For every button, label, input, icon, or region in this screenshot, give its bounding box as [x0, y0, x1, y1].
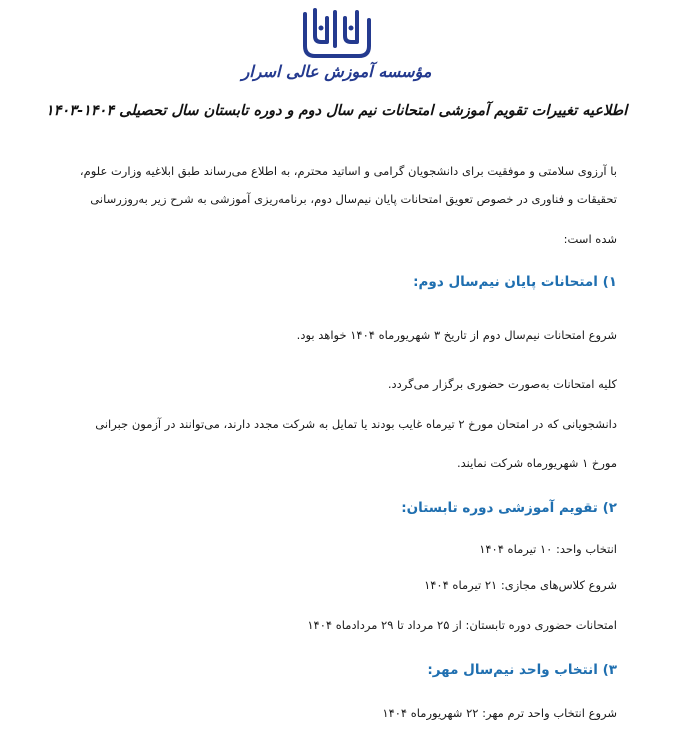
section-3-registration: شروع انتخاب واحد ترم مهر: ۲۲ شهریورماه ۱۴۰۴ [382, 706, 617, 720]
section-1-heading: ۱) امتحانات پایان نیم‌سال دوم: [413, 274, 617, 290]
institute-name: مؤسسه آموزش عالی اسرار [241, 62, 432, 81]
section-2-exams: امتحانات حضوری دوره تابستان: از ۲۵ مرداد تا ۲۹ مردادماه ۱۴۰۴ [307, 618, 617, 632]
intro-line-2: تحقیقات و فناوری در خصوص تعویق امتحانات پایان نیم‌سال دوم، برنامه‌ریزی آموزشی به شرح زیر به‌روزرسانی [90, 192, 617, 206]
section-1-start: شروع امتحانات نیم‌سال دوم از تاریخ ۳ شهریورماه ۱۴۰۴ خواهد بود. [296, 328, 617, 342]
section-2-registration: انتخاب واحد: ۱۰ تیرماه ۱۴۰۴ [479, 542, 617, 556]
asrar-logo-icon [299, 6, 375, 64]
section-3-heading: ۳) انتخاب واحد نیم‌سال مهر: [427, 662, 617, 678]
page-title: اطلاعیه تغییرات تقویم آموزشی امتحانات نیم سال دوم و دوره تابستان سال تحصیلی ۱۴۰۴-۱۴۰۳ [45, 102, 628, 119]
section-1-makeup-line-2: مورخ ۱ شهریورماه شرکت نمایند. [456, 456, 617, 470]
section-2-heading: ۲) تقویم آموزشی دوره تابستان: [401, 500, 617, 516]
section-2-virtual-classes: شروع کلاس‌های مجازی: ۲۱ تیرماه ۱۴۰۴ [424, 578, 617, 592]
institute-logo [0, 6, 673, 66]
section-1-in-person: کلیه امتحانات به‌صورت حضوری برگزار می‌گردد. [387, 377, 617, 391]
intro-line-3: شده است: [563, 232, 617, 246]
section-1-makeup-line-1: دانشجویانی که در امتحان مورخ ۲ تیرماه غایب بودند یا تمایل به شرکت مجدد دارند، می‌توانند در آزمون جبرانی [95, 417, 617, 431]
intro-line-1: با آرزوی سلامتی و موفقیت برای دانشجویان گرامی و اساتید محترم، به اطلاع می‌رساند طبق ابلاغیه وزارت علوم، [79, 164, 617, 178]
